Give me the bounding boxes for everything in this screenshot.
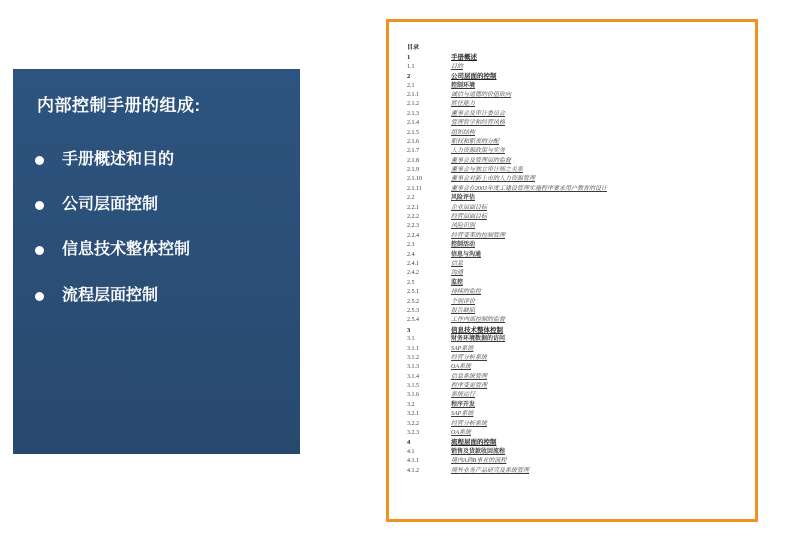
toc-row-label: 董事会对新上市的人力资源管理 [451, 176, 536, 183]
toc-row-number: 4.1.2 [407, 467, 419, 474]
toc-row-label: 组织结构 [451, 129, 476, 136]
bullet-label: 流程层面控制 [62, 286, 159, 304]
bullet-icon [35, 156, 44, 165]
toc-row-number: 目录 [407, 45, 420, 51]
toc-row-label: 境内A到B事业的流程 [451, 458, 507, 465]
toc-row-label: 风险识别 [451, 223, 476, 230]
toc-row[interactable] [407, 175, 749, 184]
list-item [35, 150, 282, 169]
list-item [35, 240, 282, 259]
toc-row-number: 2.1.7 [407, 148, 419, 155]
toc-row[interactable] [407, 44, 749, 53]
toc-row[interactable] [407, 391, 749, 400]
toc-row-number: 3.1.4 [407, 373, 419, 380]
toc-row-label: OA系统 [451, 430, 471, 437]
toc-row[interactable] [407, 354, 749, 363]
toc-row[interactable] [407, 241, 749, 250]
toc-row[interactable] [407, 288, 749, 297]
toc-row-label: 程序开发 [451, 401, 476, 408]
toc-row[interactable] [407, 82, 749, 91]
toc-row-label: 人力资源政策与实务 [451, 148, 506, 155]
toc-row-label: 目的 [451, 63, 464, 70]
toc-row[interactable] [407, 269, 749, 278]
bullet-icon [35, 246, 44, 255]
toc-row[interactable] [407, 185, 749, 194]
toc-row-number: 2.1.5 [407, 129, 419, 136]
toc-row[interactable] [407, 429, 749, 438]
toc-row-number: 3.1.6 [407, 392, 419, 399]
toc-row-label: 沟通 [451, 270, 464, 277]
toc-row[interactable] [407, 166, 749, 175]
toc-row-number: 2.1 [407, 82, 415, 89]
toc-row-label: 职权和职责的分配 [451, 138, 500, 145]
toc-row-number: 1 [407, 54, 411, 62]
toc-row-number: 3.1.3 [407, 364, 419, 371]
toc-row-label: 系统运行 [451, 392, 476, 399]
toc-row-label: 手册概述 [451, 54, 477, 62]
toc-row-number: 3.2.1 [407, 411, 419, 418]
list-item [35, 195, 282, 214]
toc-row-number: 3.2 [407, 401, 415, 408]
toc-row-label: 个别评价 [451, 298, 476, 305]
toc-row[interactable] [407, 467, 749, 476]
toc-row[interactable] [407, 251, 749, 260]
bullet-icon [35, 292, 44, 301]
toc-row-number: 2.5.2 [407, 298, 419, 305]
toc-row-number: 2.2.1 [407, 204, 419, 211]
toc-row[interactable] [407, 298, 749, 307]
toc-row-number: 2.4.1 [407, 260, 419, 267]
toc-row-label: 经营层面目标 [451, 214, 488, 221]
toc-row-label: 工作内部控制的监督 [451, 317, 506, 324]
bullet-label: 信息技术整体控制 [62, 241, 191, 259]
toc-row[interactable] [407, 307, 749, 316]
toc-row-number: 2.1.9 [407, 167, 419, 174]
toc-row[interactable] [407, 260, 749, 269]
toc-row-label: 董事会在2003年度工建设管理实施程序要求用户教育的设计 [451, 185, 608, 192]
toc-row[interactable] [407, 401, 749, 410]
table-of-contents-panel [386, 19, 758, 522]
toc-row-label: 企业层面目标 [451, 204, 488, 211]
toc-row[interactable] [407, 373, 749, 382]
bullet-icon [35, 201, 44, 210]
toc-row-label: 董事会及审计委员会 [451, 110, 506, 117]
toc-row[interactable] [407, 363, 749, 372]
toc-row-label: 境外业务产品研究及系统管理 [451, 467, 530, 474]
toc-row-number: 2.1.6 [407, 138, 419, 145]
toc-row[interactable] [407, 326, 749, 335]
toc-row-label: 财务环境数据的访问 [451, 336, 506, 343]
toc-row-number: 2.1.11 [407, 185, 422, 192]
toc-row-label: 管理哲学和经营风格 [451, 120, 506, 127]
toc-row[interactable] [407, 335, 749, 344]
toc-row-label: 经营分析系统 [451, 420, 488, 427]
toc-row-number: 2.2.3 [407, 223, 419, 230]
toc-row-number: 2.1.2 [407, 101, 419, 108]
toc-row-label: 流程层面的控制 [451, 439, 497, 447]
toc-row[interactable] [407, 147, 749, 156]
list-item [35, 286, 282, 305]
toc-row-label: 控制活动 [451, 242, 476, 249]
toc-row[interactable] [407, 345, 749, 354]
toc-row-label: SAP系统 [451, 345, 474, 352]
toc-row-number: 2.1.3 [407, 110, 419, 117]
toc-row-number: 2.1.1 [407, 91, 419, 98]
toc-row[interactable] [407, 129, 749, 138]
toc-row[interactable] [407, 91, 749, 100]
toc-row-number: 3.1.5 [407, 383, 419, 390]
toc-row-number: 2.1.4 [407, 120, 419, 127]
toc-row-label: 销售及货款收回流程 [451, 448, 506, 455]
toc-row[interactable] [407, 316, 749, 325]
toc-row-number: 3.1 [407, 336, 415, 343]
toc-row-number: 2.4.2 [407, 270, 419, 277]
toc-row[interactable] [407, 232, 749, 241]
toc-row-label: 诚信与道德的价值取向 [451, 91, 512, 98]
toc-row-label: 控制环境 [451, 82, 476, 89]
toc-row-number: 4.1.1 [407, 458, 419, 465]
toc-row-number: 3.1.2 [407, 354, 419, 361]
toc-row[interactable] [407, 410, 749, 419]
toc-row-label: 公司层面的控制 [451, 73, 497, 81]
toc-row[interactable] [407, 138, 749, 147]
toc-row-number: 2.5.3 [407, 307, 419, 314]
toc-row-number: 2.2.2 [407, 214, 419, 221]
toc-row[interactable] [407, 382, 749, 391]
toc-row-number: 4 [407, 439, 411, 447]
toc-row-number: 2.1.10 [407, 176, 422, 183]
toc-row-label: SAP系统 [451, 411, 474, 418]
toc-row-number: 3.2.2 [407, 420, 419, 427]
toc-row-label: 董事会及管理层的监督 [451, 157, 512, 164]
toc-row-label: 经营分析系统 [451, 354, 488, 361]
toc-row[interactable] [407, 457, 749, 466]
toc-row-number: 2.5 [407, 279, 415, 286]
toc-row[interactable] [407, 213, 749, 222]
toc-row-label: 信息系统管理 [451, 373, 488, 380]
toc-row[interactable] [407, 157, 749, 166]
toc-row-number: 2.1.8 [407, 157, 419, 164]
toc-row[interactable] [407, 72, 749, 81]
toc-row[interactable] [407, 204, 749, 213]
toc-row[interactable] [407, 110, 749, 119]
toc-row-label: 董事会与独立审计师之关系 [451, 167, 524, 174]
toc-row-number: 2.2 [407, 195, 415, 202]
toc-row[interactable] [407, 53, 749, 62]
toc-row-number: 2.5.1 [407, 289, 419, 296]
toc-row[interactable] [407, 448, 749, 457]
toc-row[interactable] [407, 194, 749, 203]
toc-row-label: 程序变更管理 [451, 383, 488, 390]
toc-row-number: 1.1 [407, 63, 415, 70]
toc-row[interactable] [407, 119, 749, 128]
toc-row-number: 3.2.3 [407, 430, 419, 437]
toc-row-label: 信息 [451, 260, 464, 267]
toc-row-number: 4.1 [407, 448, 415, 455]
toc-row[interactable] [407, 438, 749, 447]
toc-row[interactable] [407, 100, 749, 109]
toc-row-number: 3.1.1 [407, 345, 419, 352]
toc-row-label: OA系统 [451, 364, 471, 371]
toc-row-label: 经营变革的控制管理 [451, 232, 506, 239]
toc-row-number: 2.2.4 [407, 232, 419, 239]
toc-row[interactable] [407, 222, 749, 231]
toc-row-number: 2.5.4 [407, 317, 419, 324]
toc-row-number: 3 [407, 326, 411, 334]
toc-row-number: 2.3 [407, 242, 415, 249]
toc-row-label: 风险评估 [451, 195, 476, 202]
bullet-label: 公司层面控制 [62, 196, 159, 214]
table-of-contents-list [407, 44, 749, 517]
page-title: 内部控制手册的组成: [37, 96, 201, 115]
toc-row[interactable] [407, 279, 749, 288]
toc-row-number: 2 [407, 73, 411, 81]
toc-row-label: 监控 [451, 279, 464, 286]
toc-row[interactable] [407, 63, 749, 72]
toc-row[interactable] [407, 420, 749, 429]
toc-row-label: 信息与沟通 [451, 251, 482, 258]
toc-row-label: 胜任能力 [451, 101, 476, 108]
manual-composition-panel [13, 69, 300, 454]
toc-row-label: 报告缺陷 [451, 307, 476, 314]
bullet-label: 手册概述和目的 [62, 151, 175, 168]
toc-row-label: 信息技术整体控制 [451, 326, 503, 334]
toc-row-number: 2.4 [407, 251, 415, 258]
toc-row-label: 持续的监控 [451, 289, 482, 296]
